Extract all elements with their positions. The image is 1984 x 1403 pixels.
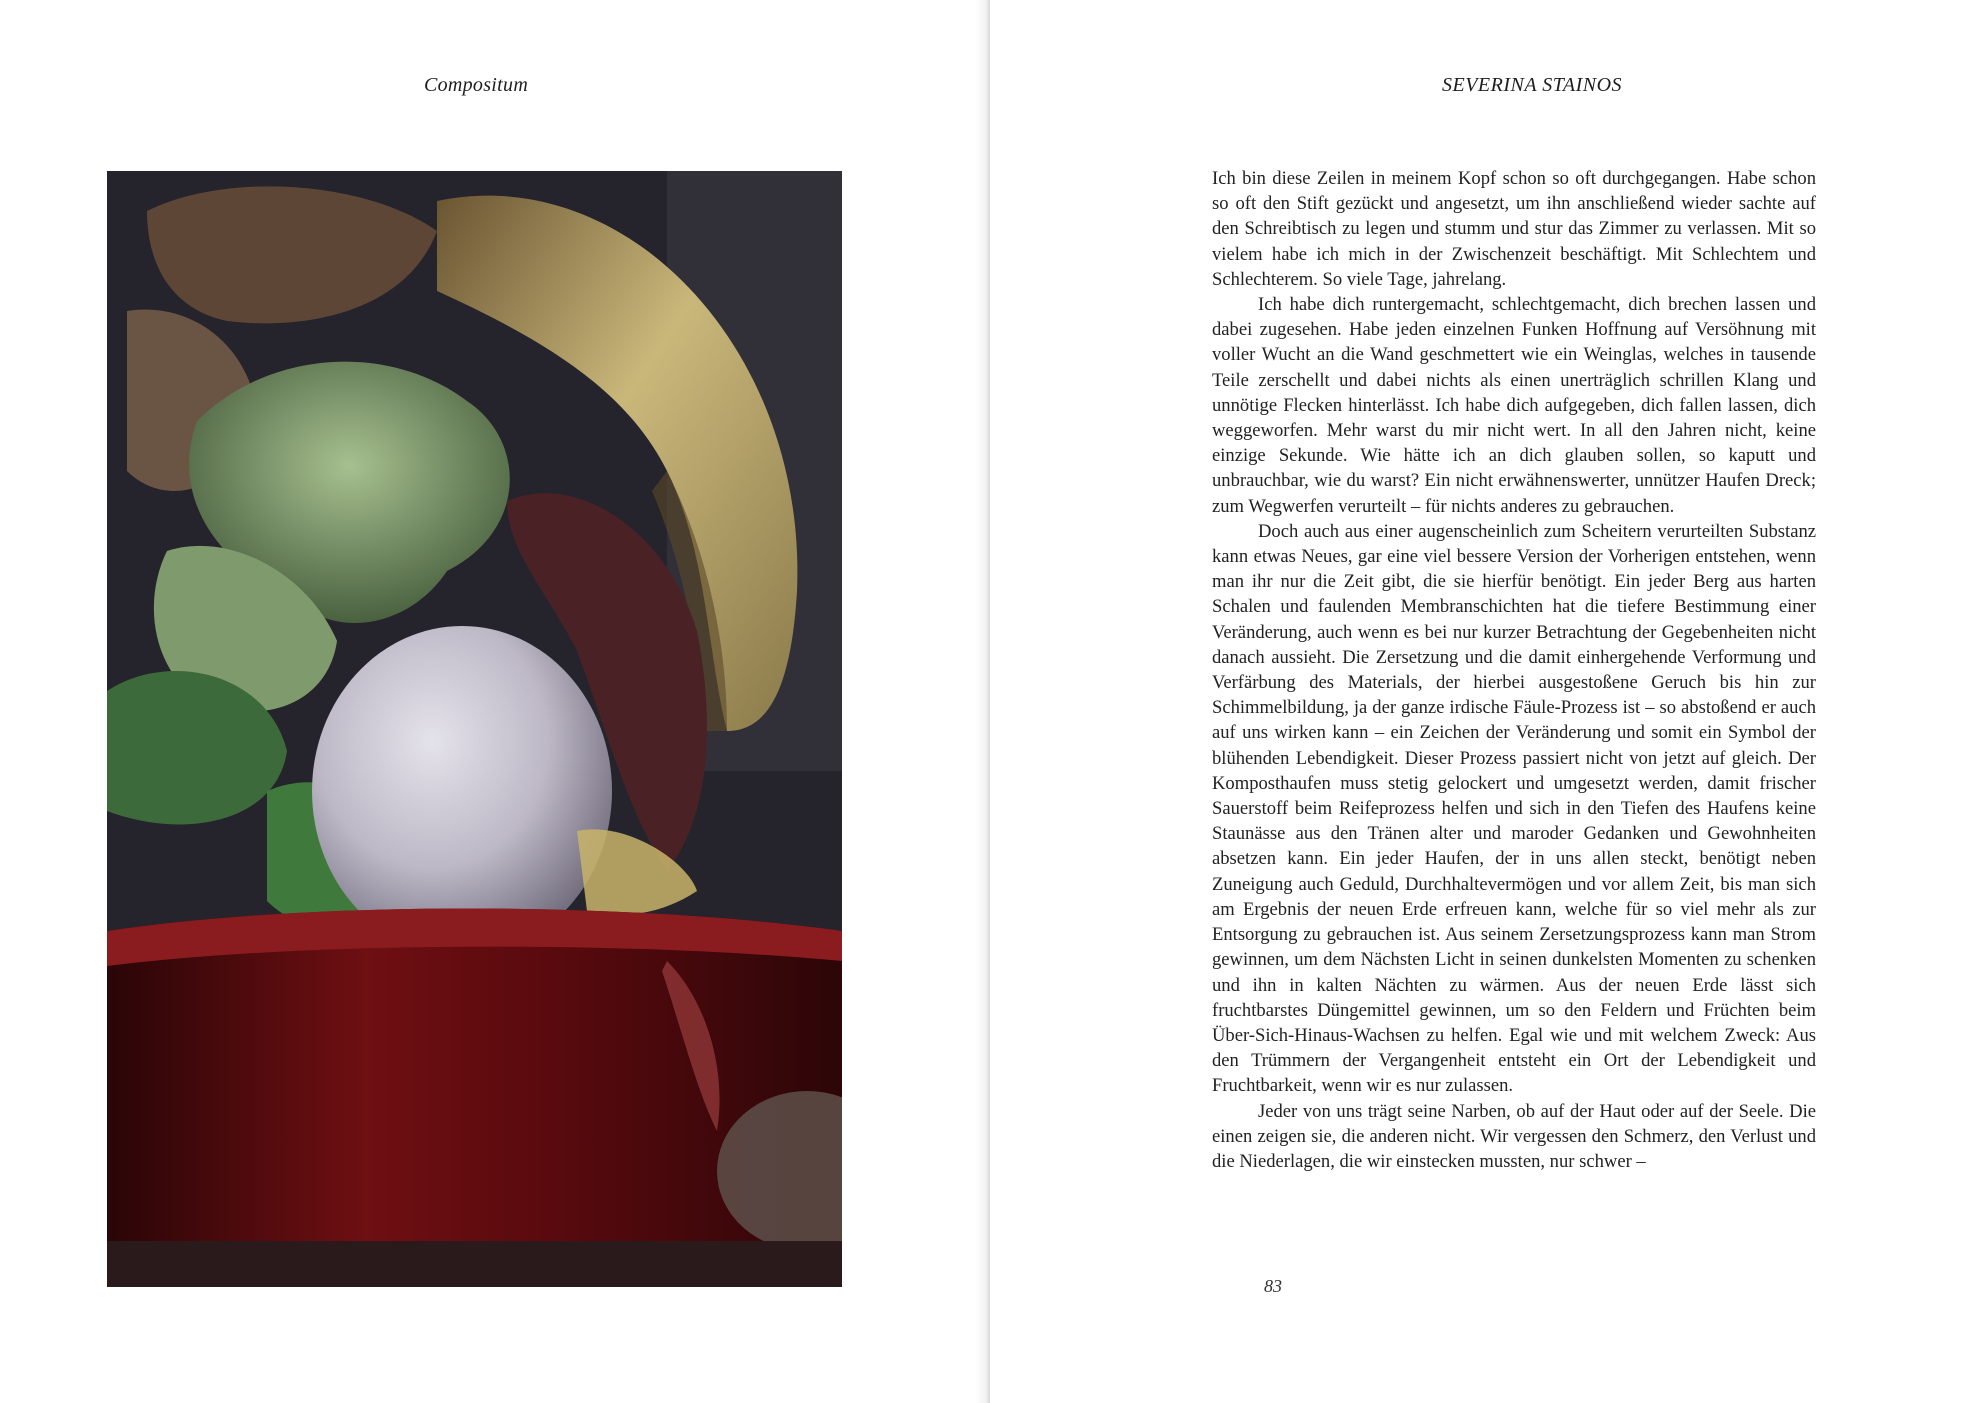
paragraph-1: Ich bin diese Zeilen in meinem Kopf schon so oft durchgegangen. Habe schon so oft den Stift gezückt und angesetzt, um ihn anschließend wieder sachte auf den Schreibtisch zu legen und stumm und stur das Zimmer zu verlassen. Mit so vielem habe ich mich in der Zwischenzeit beschäftigt. Mit Schlechtem und Schlechterem. So viele Tage, jahrelang.	[1212, 168, 1816, 290]
paragraph-4: Jeder von uns trägt seine Narben, ob auf der Haut oder auf der Seele. Die einen zeigen sie, die anderen nicht. Wir vergessen den Schmerz, den Verlust und die Niederlagen, die wir einstecken mussten, nur schwer –	[1212, 1100, 1816, 1172]
compost-bowl-photo	[107, 171, 842, 1287]
running-head-right: SEVERINA STAINOS	[1441, 74, 1623, 96]
body-text	[1212, 166, 1816, 1174]
running-head-left: Compositum	[423, 74, 529, 96]
photo-illustration	[107, 171, 842, 1287]
paragraph-2: Ich habe dich runtergemacht, schlechtgemacht, dich brechen lassen und dabei zugesehen. Habe jeden einzelnen Funken Hoffnung auf Versöhnung mit voller Wucht an die Wand geschmettert wie ein Weinglas, welches in tausende Teile zerschellt und dabei nichts als einen unerträglich schrillen Klang und unnötige Flecken hinterlässt. Ich habe dich aufgegeben, dich fallen lassen, dich weggeworfen. Mehr warst du mir nicht wert. In all den Jahren nicht, keine einzige Sekunde. Wie hätte ich an dich glauben sollen, so kaputt und unbrauchbar, wie du warst? Ein nicht erwähnenswerter, unnützer Haufen Dreck; zum Wegwerfen verurteilt – für nichts anderes zu gebrauchen.	[1212, 294, 1816, 517]
left-page	[0, 0, 990, 1403]
paragraph-3: Doch auch aus einer augenscheinlich zum Scheitern verurteilten Substanz kann etwas Neues, gar eine viel bessere Version der Vorherigen entstehen, wenn man ihr nur die Zeit gibt, die sie hierfür benötigt. Ein jeder Berg aus harten Schalen und faulenden Membranschichten hat die tiefere Bestimmung einer Veränderung, auch wenn es bei nur kurzer Betrachtung der Gegebenheiten nicht danach aussieht. Die Zersetzung und die damit einhergehende Verformung und Verfärbung des Materials, der hierbei ausgestoßene Geruch bis hin zur Schimmelbildung, ja der ganze irdische Fäule-Prozess ist – so abstoßend er auch auf uns wirken kann – ein Zeichen der Veränderung und somit ein Symbol der blühenden Lebendigkeit. Dieser Prozess passiert nicht von jetzt auf gleich. Der Komposthaufen muss stetig gelockert und umgesetzt werden, damit frischer Sauerstoff beim Reifeprozess helfen und sich in den Tiefen des Haufens keine Staunässe aus den Tränen alter und maroder Gedanken und Gewohnheiten absetzen kann. Ein jeder Haufen, der in uns allen steckt, benötigt neben Zuneigung auch Geduld, Durchhaltevermögen und vor allem Zeit, bis man sich am Ergebnis der neuen Erde erfreuen kann, welche für so viel mehr als zur Entsorgung zu gebrauchen ist. Aus seinem Zersetzungsprozess kann man Strom gewinnen, um dem Nächsten Licht in seinen dunkelsten Momenten zu schenken und ihn in kalten Nächten zu wärmen. Aus der neuen Erde lässt sich fruchtbarstes Düngemittel gewinnen, um so den Feldern und Früchten beim Über-Sich-Hinaus-Wachsen zu helfen. Egal wie und mit welchem Zweck: Aus den Trümmern der Vergangenheit entsteht ein Ort der Lebendigkeit und Fruchtbarkeit, wenn wir es nur zulassen.	[1212, 520, 1816, 1097]
page-number: 83	[1264, 1276, 1282, 1296]
